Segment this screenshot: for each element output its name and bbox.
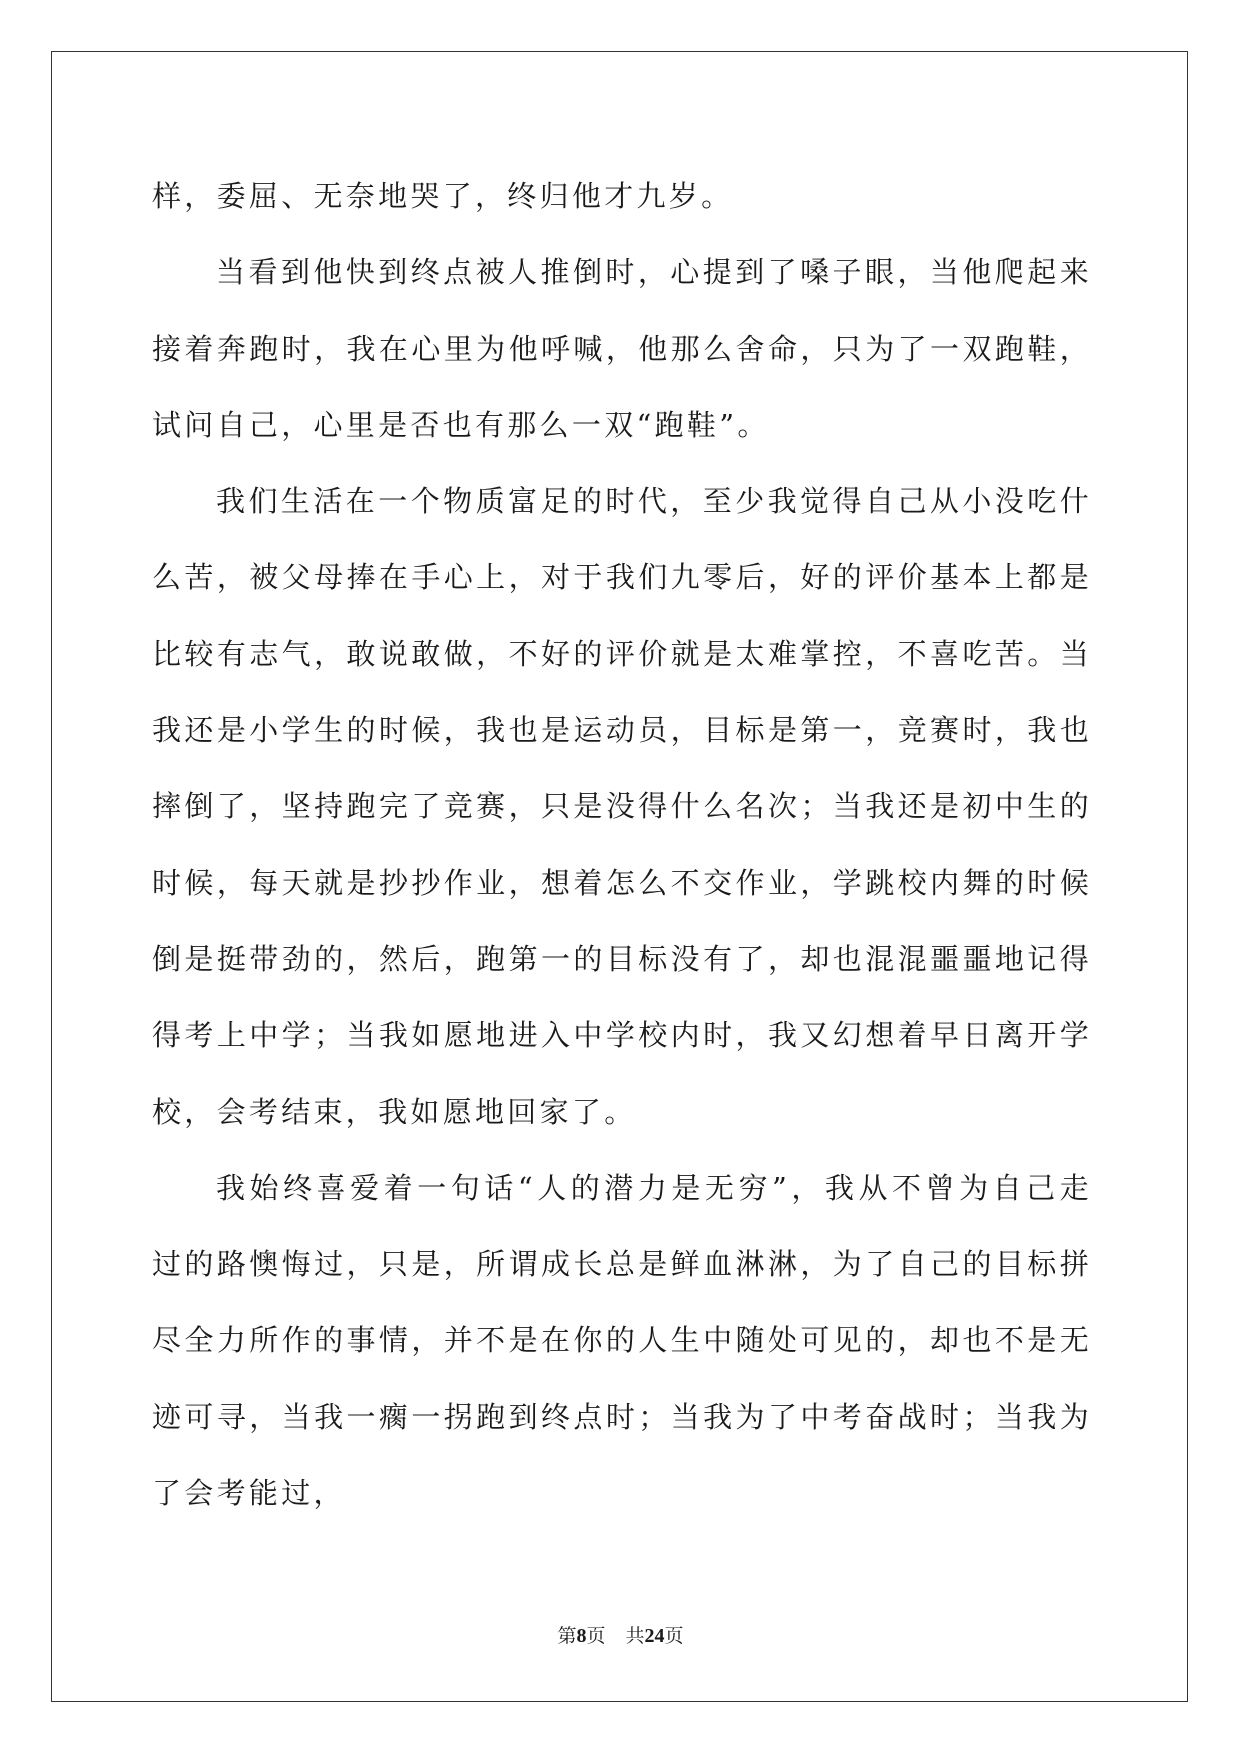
paragraph: 我始终喜爱着一句话“人的潜力是无穷”，我从不曾为自己走过的路懊悔过，只是，所谓成长总是鲜血淋淋，为了自己的目标拼尽全力所作的事情，并不是在你的人生中随处可见的，却也不是无迹可寻，当我一瘸一拐跑到终点时；当我为了中考奋战时；当我为了会考能过， — [152, 1170, 1092, 1511]
paragraph: 当看到他快到终点被人推倒时，心提到了嗓子眼，当他爬起来接着奔跑时，我在心里为他呼喊，他那么舍命，只为了一双跑鞋，试问自己，心里是否也有那么一双“跑鞋”。 — [152, 255, 1092, 442]
paragraph: 样，委屈、无奈地哭了，终归他才九岁。 — [152, 179, 734, 213]
document-body — [152, 158, 1092, 1531]
page-total: 共24页 — [625, 1625, 684, 1647]
paragraph: 我们生活在一个物质富足的时代，至少我觉得自己从小没吃什么苦，被父母捧在手心上，对于我们九零后，好的评价基本上都是比较有志气，敢说敢做，不好的评价就是太难掌控，不喜吃苦。当我还是小学生的时候，我也是运动员，目标是第一，竞赛时，我也摔倒了，坚持跑完了竞赛，只是没得什么名次；当我还是初中生的时候，每天就是抄抄作业，想着怎么不交作业，学跳校内舞的时候倒是挺带劲的，然后，跑第一的目标没有了，却也混混噩噩地记得得考上中学；当我如愿地进入中学校内时，我又幻想着早日离开学校，会考结束，我如愿地回家了。 — [152, 484, 1092, 1129]
page-number: 第8页 — [557, 1625, 606, 1647]
page-footer — [0, 1624, 1241, 1648]
